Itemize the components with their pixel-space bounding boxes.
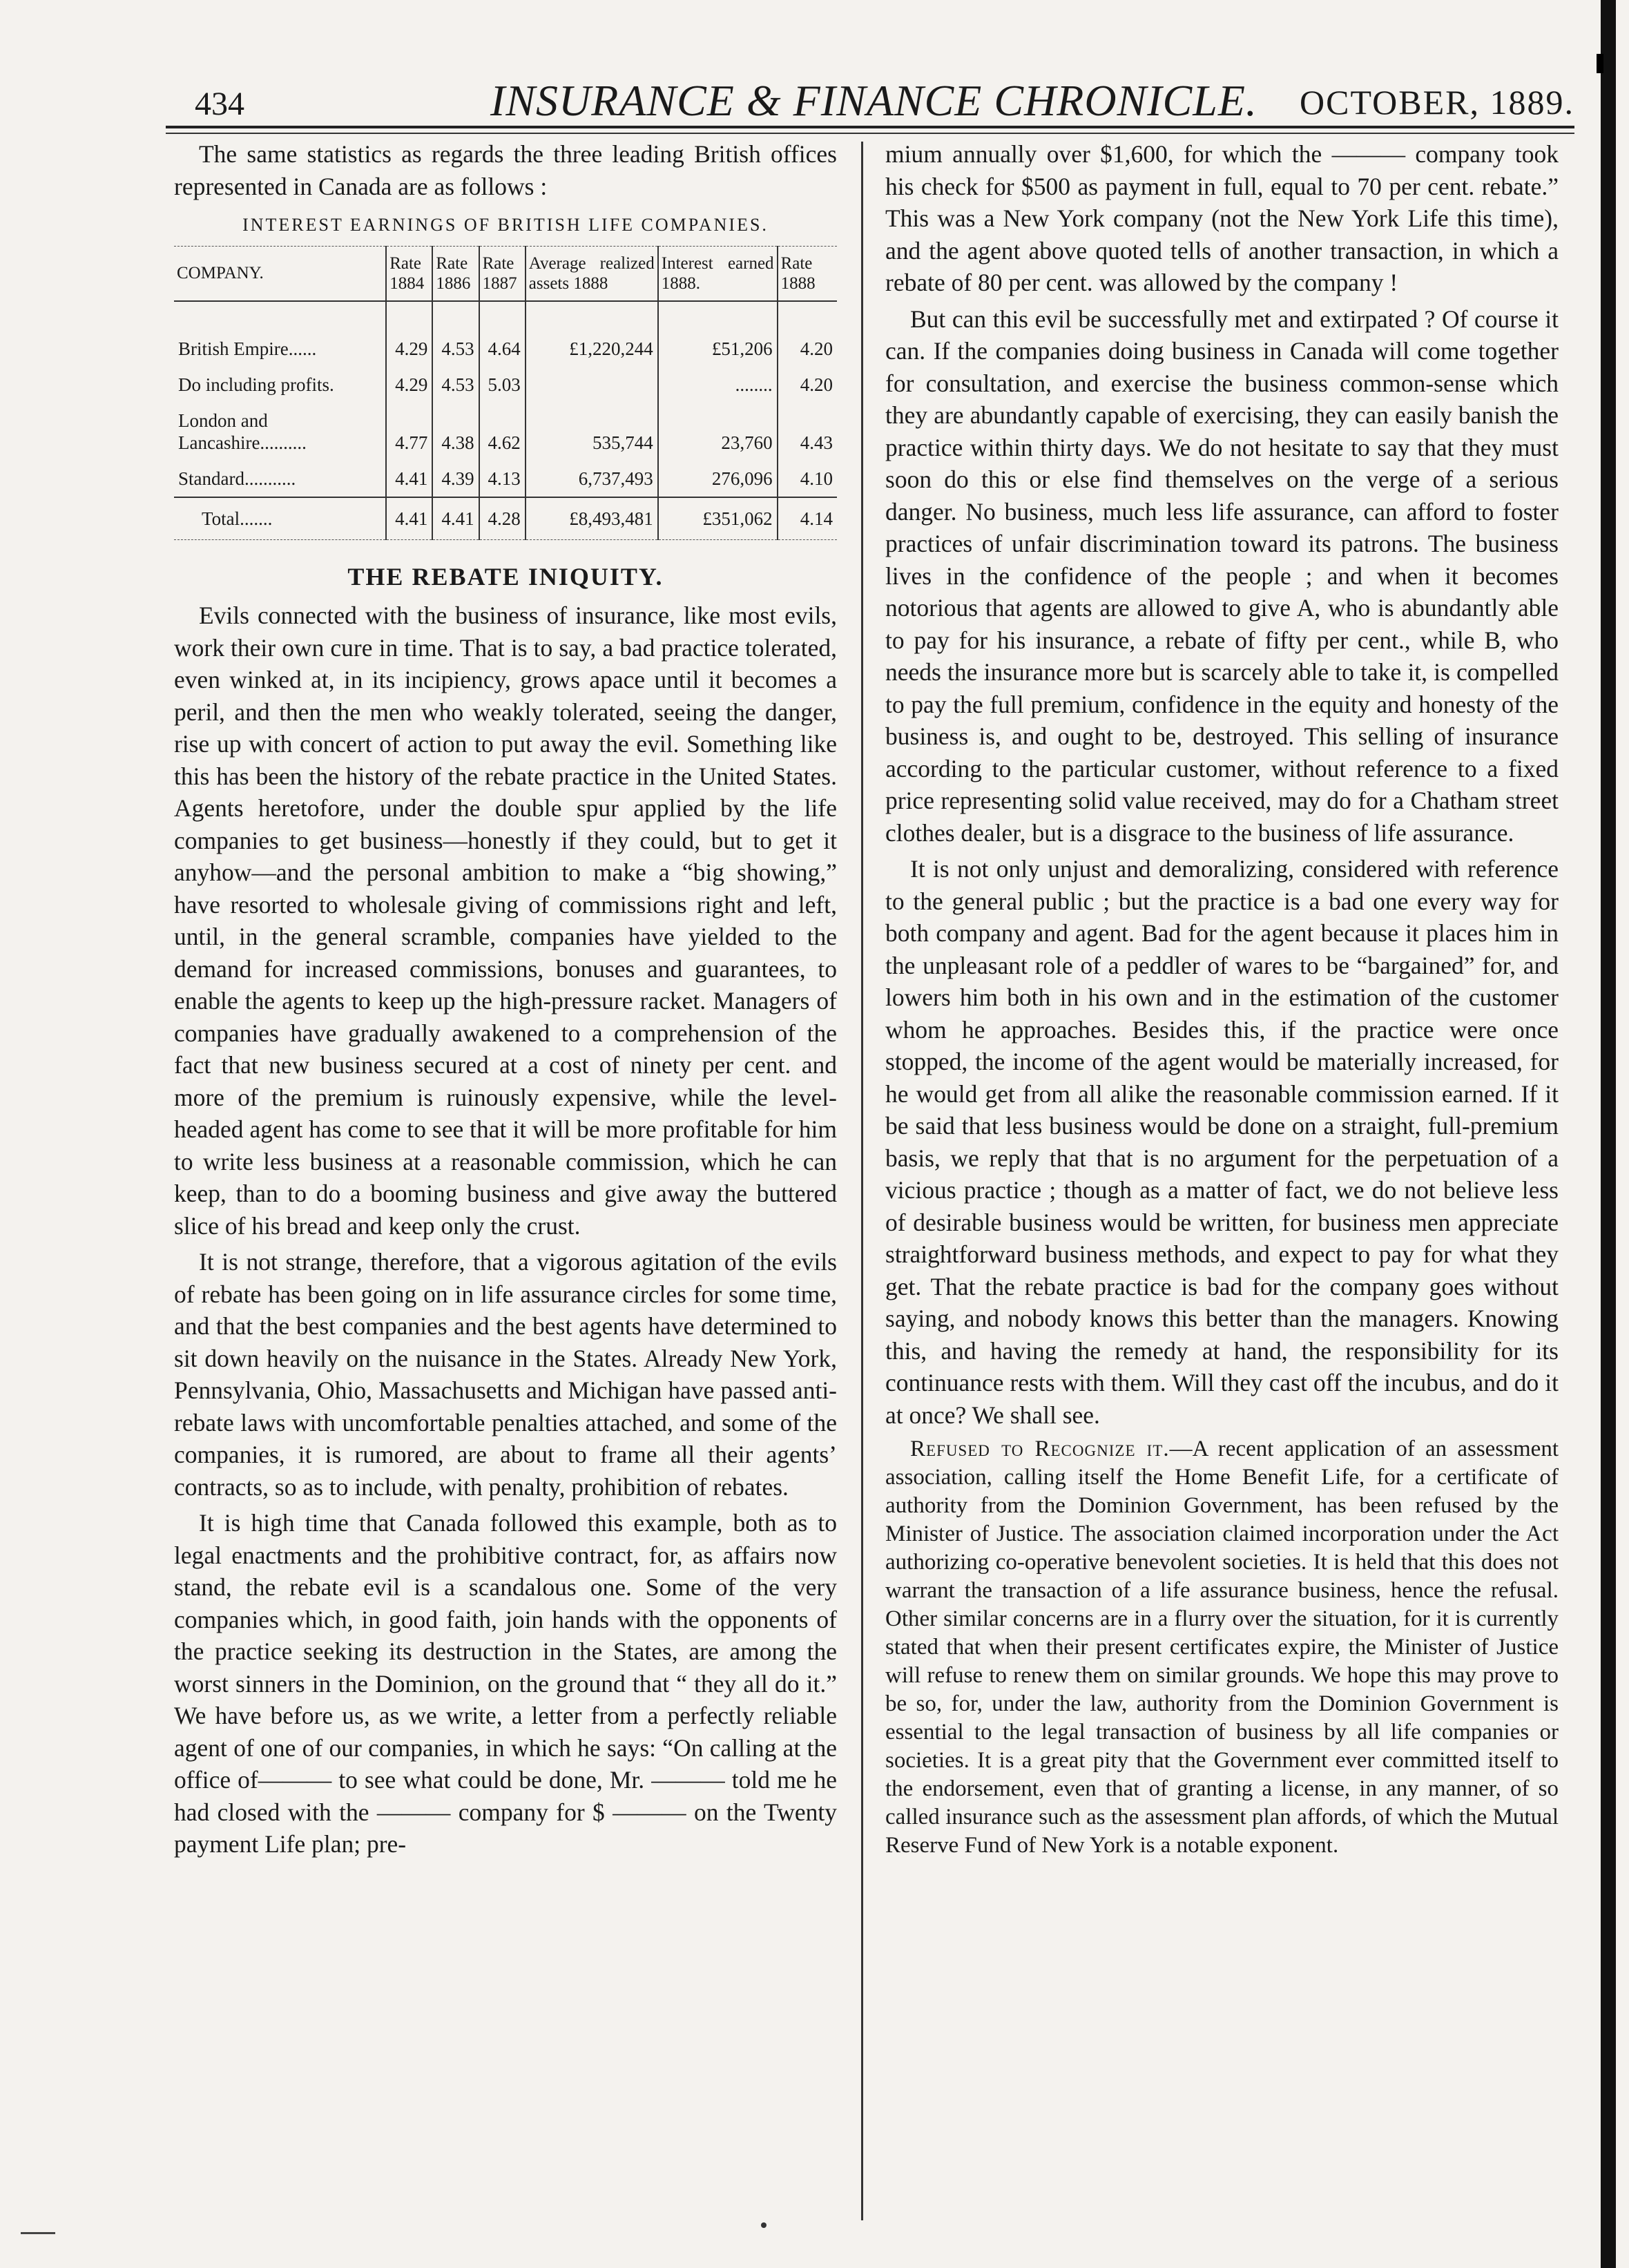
cell-value: £51,206 <box>658 331 778 367</box>
issue-date: OCTOBER, 1889. <box>1300 83 1574 122</box>
col-header-company: COMPANY. <box>174 246 386 301</box>
cell-value: £8,493,481 <box>526 497 658 540</box>
table-row <box>174 331 837 367</box>
cell-value: 4.41 <box>432 497 479 540</box>
header-rule-thin <box>166 133 1574 134</box>
scan-dash <box>21 2232 55 2234</box>
news-item <box>885 1435 1559 1860</box>
table-total-row <box>174 497 837 540</box>
table-row <box>174 367 837 403</box>
left-column <box>174 138 837 1865</box>
cell-value: ........ <box>658 367 778 403</box>
cell-value: 4.62 <box>479 403 526 461</box>
cell-value: 6,737,493 <box>526 461 658 497</box>
table-caption: INTEREST EARNINGS OF BRITISH LIFE COMPANIES. <box>242 215 769 235</box>
publication-title: INSURANCE & FINANCE CHRONICLE. <box>490 76 1257 125</box>
article-paragraph: It is high time that Canada followed this example, both as to legal enactments and the prohibitive contract, for, as affairs now stand, the rebate evil is a scandalous one. Some of the very companies which, in good faith, join hands with the opponents of the practice seeking its destruction in the States, are among the worst sinners in the Dominion, on the ground that “ they all do it.” We have before us, as we write, a letter from a perfectly reliable agent of one of our companies, in which he says: “On calling at the office of——— to see what could be done, Mr. ——— told me he had closed with the ——— company for $ ——— on the Twenty payment Life plan; pre- <box>174 1509 837 1858</box>
cell-value: 23,760 <box>658 403 778 461</box>
cell-value: 4.39 <box>432 461 479 497</box>
col-header-rate-1886: Rate 1886 <box>432 246 479 301</box>
cell-value: 4.38 <box>432 403 479 461</box>
interest-earnings-table <box>174 246 837 540</box>
cell-value: 4.29 <box>386 331 432 367</box>
col-header-interest-earned: Interest earned 1888. <box>658 246 778 301</box>
scan-edge-bar <box>1601 0 1616 2268</box>
cell-value: 4.43 <box>778 403 837 461</box>
cell-value <box>526 367 658 403</box>
col-header-rate-1887: Rate 1887 <box>479 246 526 301</box>
cell-value: 4.28 <box>479 497 526 540</box>
intro-paragraph: The same statistics as regards the three leading British offices represented in Canada are as follows : <box>174 140 837 200</box>
cell-value: 4.10 <box>778 461 837 497</box>
cell-value: 4.64 <box>479 331 526 367</box>
col-header-rate-1888: Rate 1888 <box>778 246 837 301</box>
table-header-row <box>174 246 837 301</box>
article-title: THE REBATE INIQUITY. <box>347 562 664 590</box>
cell-value: 535,744 <box>526 403 658 461</box>
cell-value: 4.20 <box>778 367 837 403</box>
cell-value: 4.14 <box>778 497 837 540</box>
cell-company: Standard........... <box>178 468 296 489</box>
cell-value: 4.53 <box>432 367 479 403</box>
cell-value: 4.13 <box>479 461 526 497</box>
cell-value: 5.03 <box>479 367 526 403</box>
col-header-rate-1884: Rate 1884 <box>386 246 432 301</box>
cell-value: 4.29 <box>386 367 432 403</box>
table-row <box>174 403 837 461</box>
cell-value: 4.53 <box>432 331 479 367</box>
cell-value: 4.20 <box>778 331 837 367</box>
scan-dot <box>761 2222 767 2228</box>
cell-value: 4.41 <box>386 461 432 497</box>
cell-value: £351,062 <box>658 497 778 540</box>
article-paragraph: mium annually over $1,600, for which the ——— company took his check for $500 as payment in full, equal to 70 per cent. rebate.” This was a New York company (not the New York Life this time), and the agent above quoted tells of another transaction, in which a rebate of 80 per cent. was allowed by the company ! <box>885 140 1559 296</box>
cell-value: 4.77 <box>386 403 432 461</box>
article-paragraph: It is not only unjust and demoralizing, considered with reference to the general public ; but the practice is a bad one every way for both company and agent. Bad for the agent because it places him in the unpleasant role of a peddler of wares to be “bargained” for, and lowers him both in his own and in the estimation of the customer whom he approaches. Besides this, if the practice were once stopped, the income of the agent would be materially increased, for he would get from all alike the reasonable commission earned. If it be said that less business would be done on a straight, full-premium basis, we reply that that is no argument for the perpetuation of a vicious practice ; though as a matter of fact, we do not believe less of desirable business would be written, for business men appreciate straightforward business methods, and expect to pay for what they get. That the rebate practice is bad for the company goes without saying, and nobody knows this better than the managers. Knowing this, and having the remedy at hand, the responsibility for its continuance rests with them. Will they cast off the incubus, and do it at once? We shall see. <box>885 855 1559 1429</box>
col-header-average-assets: Average realized assets 1888 <box>526 246 658 301</box>
scan-mark <box>1597 54 1603 73</box>
page-header <box>166 66 1574 128</box>
cell-value: £1,220,244 <box>526 331 658 367</box>
right-column <box>885 138 1559 1864</box>
news-item-title: Refused to Recognize it. <box>910 1436 1170 1461</box>
header-rule-thick <box>166 126 1574 128</box>
page-number: 434 <box>195 86 244 122</box>
cell-value: 4.41 <box>386 497 432 540</box>
cell-company: London and Lancashire.......... <box>178 410 307 453</box>
table-row <box>174 461 837 497</box>
article-paragraph: Evils connected with the business of insurance, like most evils, work their own cure in time. That is to say, a bad practice tolerated, even winked at, in its incipiency, grows apace until it becomes a peril, and then the men who weakly tolerated, seeing the danger, rise up with concert of action to put away the evil. Something like this has been the history of the rebate practice in the United States. Agents heretofore, under the double spur applied by the life companies to get business—honestly if they could, but to get it anyhow—and the personal ambition to make a “big showing,” have resorted to wholesale giving of commissions right and left, until, in the general scramble, companies have yielded to the demand for increased commissions, bonuses and guarantees, to enable the agents to keep up the high-pressure racket. Managers of companies have gradually awakened to a comprehension of the fact that new business secured at a cost of ninety per cent. and more of the premium is ruinously expensive, while the level-headed agent has come to see that it will be more profitable for him to write less business at a reasonable commission, which he can keep, than to do a booming business and give away the buttered slice of his bread and keep only the crust. <box>174 602 837 1240</box>
cell-company: Do including profits. <box>178 374 334 395</box>
cell-value: 276,096 <box>658 461 778 497</box>
article-paragraph: But can this evil be successfully met and extirpated ? Of course it can. If the companies doing business in Canada will come together for consultation, and exercise the business common-sense which they are abundantly capable of exercising, they can easily banish the practice within thirty days. We do not hesitate to say that they must soon do this or else find themselves on the verge of a serious danger. No business, much less life assurance, can afford to foster practices of unfair discrimination toward its patrons. The business lives in the confidence of the people ; and when it becomes notorious that agents are allowed to give A, who is abundantly able to pay for his insurance, a rebate of fifty per cent., while B, who needs the insurance more but is scarcely able to take it, is compelled to pay the full premium, confidence in the equity and honesty of the business is, and ought to be, destroyed. This selling of insurance according to the particular customer, without reference to a fixed price representing solid value received, may do for a Chatham street clothes dealer, but is a disgrace to the business of life assurance. <box>885 305 1559 847</box>
table-spacer <box>174 301 837 331</box>
cell-company: British Empire...... <box>178 338 317 359</box>
cell-total-label: Total....... <box>174 497 386 540</box>
article-paragraph: It is not strange, therefore, that a vigorous agitation of the evils of rebate has been going on in life assurance circles for some time, and that the best companies and the best agents have determined to sit down heavily on the nuisance in the States. Already New York, Pennsylvania, Ohio, Massachusetts and Michigan have passed anti-rebate laws with uncomfortable penalties attached, and some of the companies, it is rumored, are about to frame all their agents’ contracts, so as to include, with penalty, prohibition of rebates. <box>174 1248 837 1501</box>
column-divider <box>861 142 863 2220</box>
news-item-body: —A recent application of an assessment association, calling itself the Home Benefit Life, for a certificate of authority from the Dominion Government, has been refused by the Minister of Justice. The association claimed incorporation under the Act authorizing co-operative benevolent societies. It is held that this does not warrant the transaction of a life assurance business, hence the refusal. Other similar concerns are in a flurry over the situation, for it is currently stated that when their present certificates expire, the Minister of Justice will refuse to renew them on similar grounds. We hope this may prove to be so, for, under the law, authority from the Dominion Government is essential to the legal transaction of business by all life companies or societies. It is a great pity that the Government ever committed itself to the endorsement, even that of granting a license, in any manner, of so called insurance such as the assessment plan affords, of which the Mutual Reserve Fund of New York is a notable exponent. <box>885 1436 1559 1858</box>
